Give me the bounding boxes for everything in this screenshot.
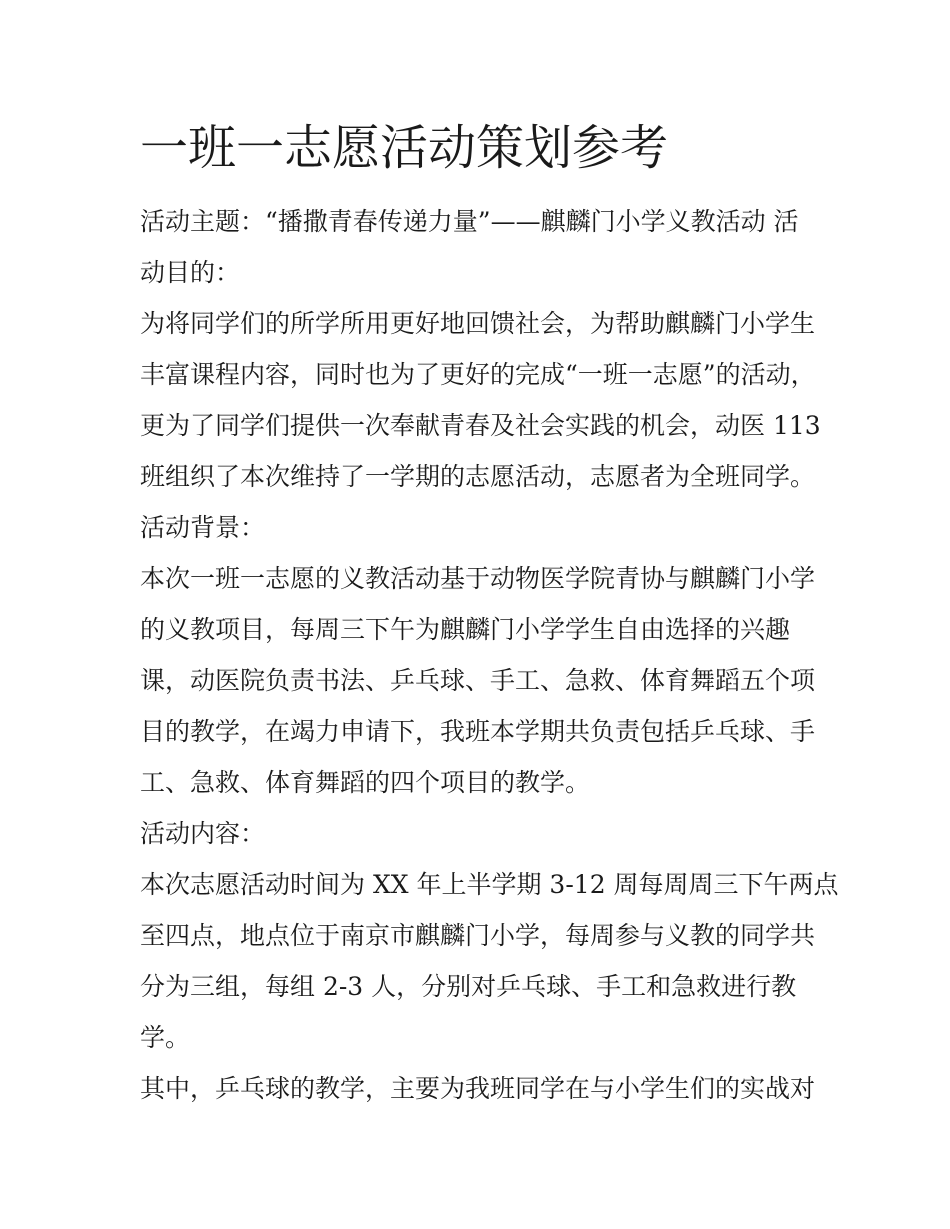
text-line: 更为了同学们提供一次奉献青春及社会实践的机会，动医 113: [140, 411, 821, 440]
section-heading: 活动内容：: [140, 819, 266, 848]
text-line: 班组织了本次维持了一学期的志愿活动，志愿者为全班同学。: [140, 462, 816, 491]
text-line: 本次志愿活动时间为 XX 年上半学期 3-12 周每周周三下午两点: [140, 870, 839, 899]
text-line: 工、急救、体育舞蹈的四个项目的教学。: [140, 768, 591, 797]
text-line: 目的教学，在竭力申请下，我班本学期共负责包括乒乓球、手: [140, 717, 816, 746]
text-line: 丰富课程内容，同时也为了更好的完成“一班一志愿”的活动，: [140, 360, 816, 389]
document-title: 一班一志愿活动策划参考: [140, 120, 669, 176]
text-line: 至四点，地点位于南京市麒麟门小学，每周参与义教的同学共: [140, 921, 816, 950]
text-line: 课，动医院负责书法、乒乓球、手工、急救、体育舞蹈五个项: [140, 666, 816, 695]
text-line: 其中，乒乓球的教学，主要为我班同学在与小学生们的实战对: [140, 1074, 816, 1103]
text-line: 分为三组，每组 2-3 人，分别对乒乓球、手工和急救进行教: [140, 972, 797, 1001]
text-line: 活动主题：“播撒青春传递力量”——麒麟门小学义教活动 活: [140, 207, 799, 236]
section-heading: 活动背景：: [140, 513, 266, 542]
text-line: 本次一班一志愿的义教活动基于动物医学院青协与麒麟门小学: [140, 564, 816, 593]
text-line: 的义教项目，每周三下午为麒麟门小学学生自由选择的兴趣: [140, 615, 791, 644]
text-line: 为将同学们的所学所用更好地回馈社会，为帮助麒麟门小学生: [140, 309, 816, 338]
text-line: 动目的：: [140, 258, 241, 287]
text-line: 学。: [140, 1023, 191, 1052]
